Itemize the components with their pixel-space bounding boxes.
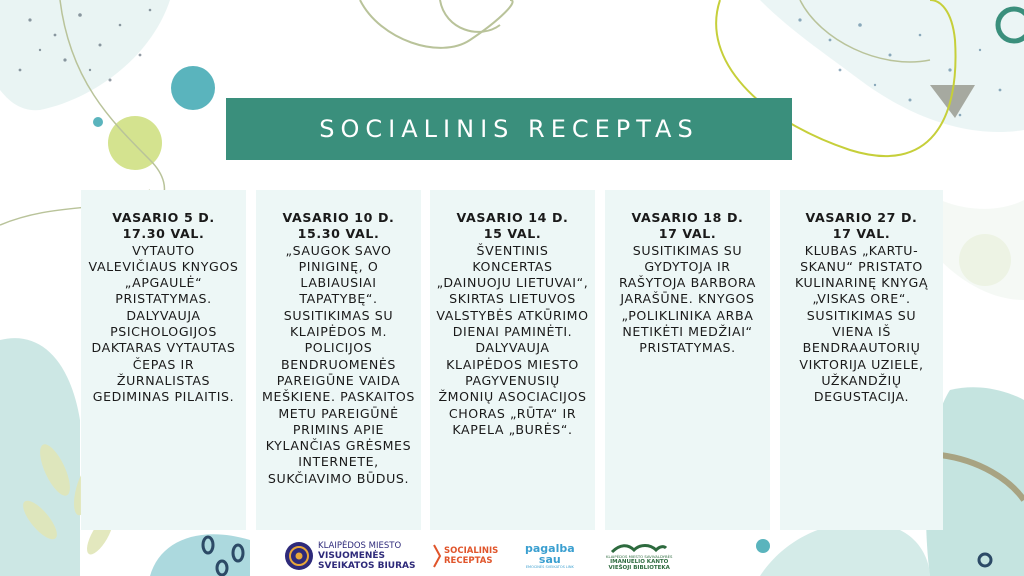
logo-tagline: EMOCINĖS SVEIKATOS LINK: [525, 564, 574, 569]
logo-city-health: [284, 538, 415, 574]
library-wave-icon: [610, 542, 668, 554]
event-description: SUSITIKIMAS SU GYDYTOJA IR RAŠYTOJA BARBORA JARAŠŪNE. KNYGOS „POLIKLINIKA ARBA NETIKĖTI MEDŽIAI“ PRISTATYMAS.: [618, 242, 757, 356]
logo-library: [606, 538, 672, 574]
event-card-2: [256, 190, 421, 530]
logo-line: sau: [538, 552, 561, 566]
event-date: VASARIO 10 D.: [282, 210, 395, 225]
event-time: 15 VAL.: [483, 226, 542, 242]
event-date: VASARIO 27 D.: [805, 210, 918, 225]
page-title: SOCIALINIS RECEPTAS: [319, 115, 699, 143]
logo-line: KLAIPĖDOS MIESTO: [318, 541, 402, 551]
event-card-4: [605, 190, 770, 530]
title-banner: [226, 98, 792, 160]
logo-line: KLAIPĖDOS MIESTO SAVIVALDYBĖS: [606, 553, 673, 559]
event-card-3: [430, 190, 595, 530]
logo-line: pagalba: [525, 541, 575, 555]
event-time: 17 VAL.: [658, 226, 717, 242]
event-time: 17 VAL.: [832, 226, 891, 242]
logo-pagalba-sau: [525, 538, 575, 574]
event-description: ŠVENTINIS KONCERTAS „DAINUOJU LIETUVAI“, SKIRTAS LIETUVOS VALSTYBĖS ATKŪRIMO DIENAI PAMINĖTI. DALYVAUJA KLAIPĖDOS MIESTO PAGYVENUSIŲ ŽMONIŲ ASOCIACIJOS CHORAS „RŪTA“ IR KAPELA „BURĖS“.: [436, 242, 589, 437]
logo-line: VIEŠOJI BIBLIOTEKA: [608, 564, 670, 571]
event-date: VASARIO 14 D.: [456, 210, 569, 225]
event-card-5: [780, 190, 943, 530]
logo-line: VISUOMENĖS: [318, 551, 386, 561]
logo-line: SOCIALINIS: [444, 546, 499, 556]
event-time: 15.30 VAL.: [297, 226, 380, 242]
logo-line: RECEPTAS: [444, 556, 493, 566]
event-time: 17.30 VAL.: [122, 226, 205, 242]
logo-social-recipe: [432, 538, 498, 574]
event-date: VASARIO 5 D.: [112, 210, 215, 225]
event-date: VASARIO 18 D.: [631, 210, 744, 225]
recipe-arrow-icon: [432, 543, 442, 569]
logo-line: IMANUELIO KANTO: [610, 558, 669, 565]
event-card-1: [81, 190, 246, 530]
city-health-emblem-icon: [284, 541, 314, 571]
event-description: KLUBAS „KARTU- SKANU“ PRISTATO KULINARINĘ KNYGĄ „VISKAS ORE“. SUSITIKIMAS SU VIENA IŠ BENDRAAUTORIŲ VIKTORIJA UZIELE, UŽKANDŽIŲ DEGUSTACIJA.: [794, 242, 929, 405]
event-description: „SAUGOK SAVO PINIGINĘ, O LABIAUSIAI TAPATYBĘ“. SUSITIKIMAS SU KLAIPĖDOS M. POLICIJOS BENDRUOMENĖS PAREIGŪNE VAIDA MEŠKIENE. PASKAITOS METU PAREIGŪNĖ PRIMINS APIE KYLANČIAS GRĖSMES INTERNETE, SUKČIAVIMO BŪDUS.: [262, 242, 415, 486]
logo-line: SVEIKATOS BIURAS: [318, 561, 416, 571]
event-description: VYTAUTO VALEVIČIAUS KNYGOS „APGAULĖ“ PRISTATYMAS. DALYVAUJA PSICHOLOGIJOS DAKTARAS VYTAUTAS ČEPAS IR ŽURNALISTAS GEDIMINAS PILAITIS.: [88, 242, 239, 405]
